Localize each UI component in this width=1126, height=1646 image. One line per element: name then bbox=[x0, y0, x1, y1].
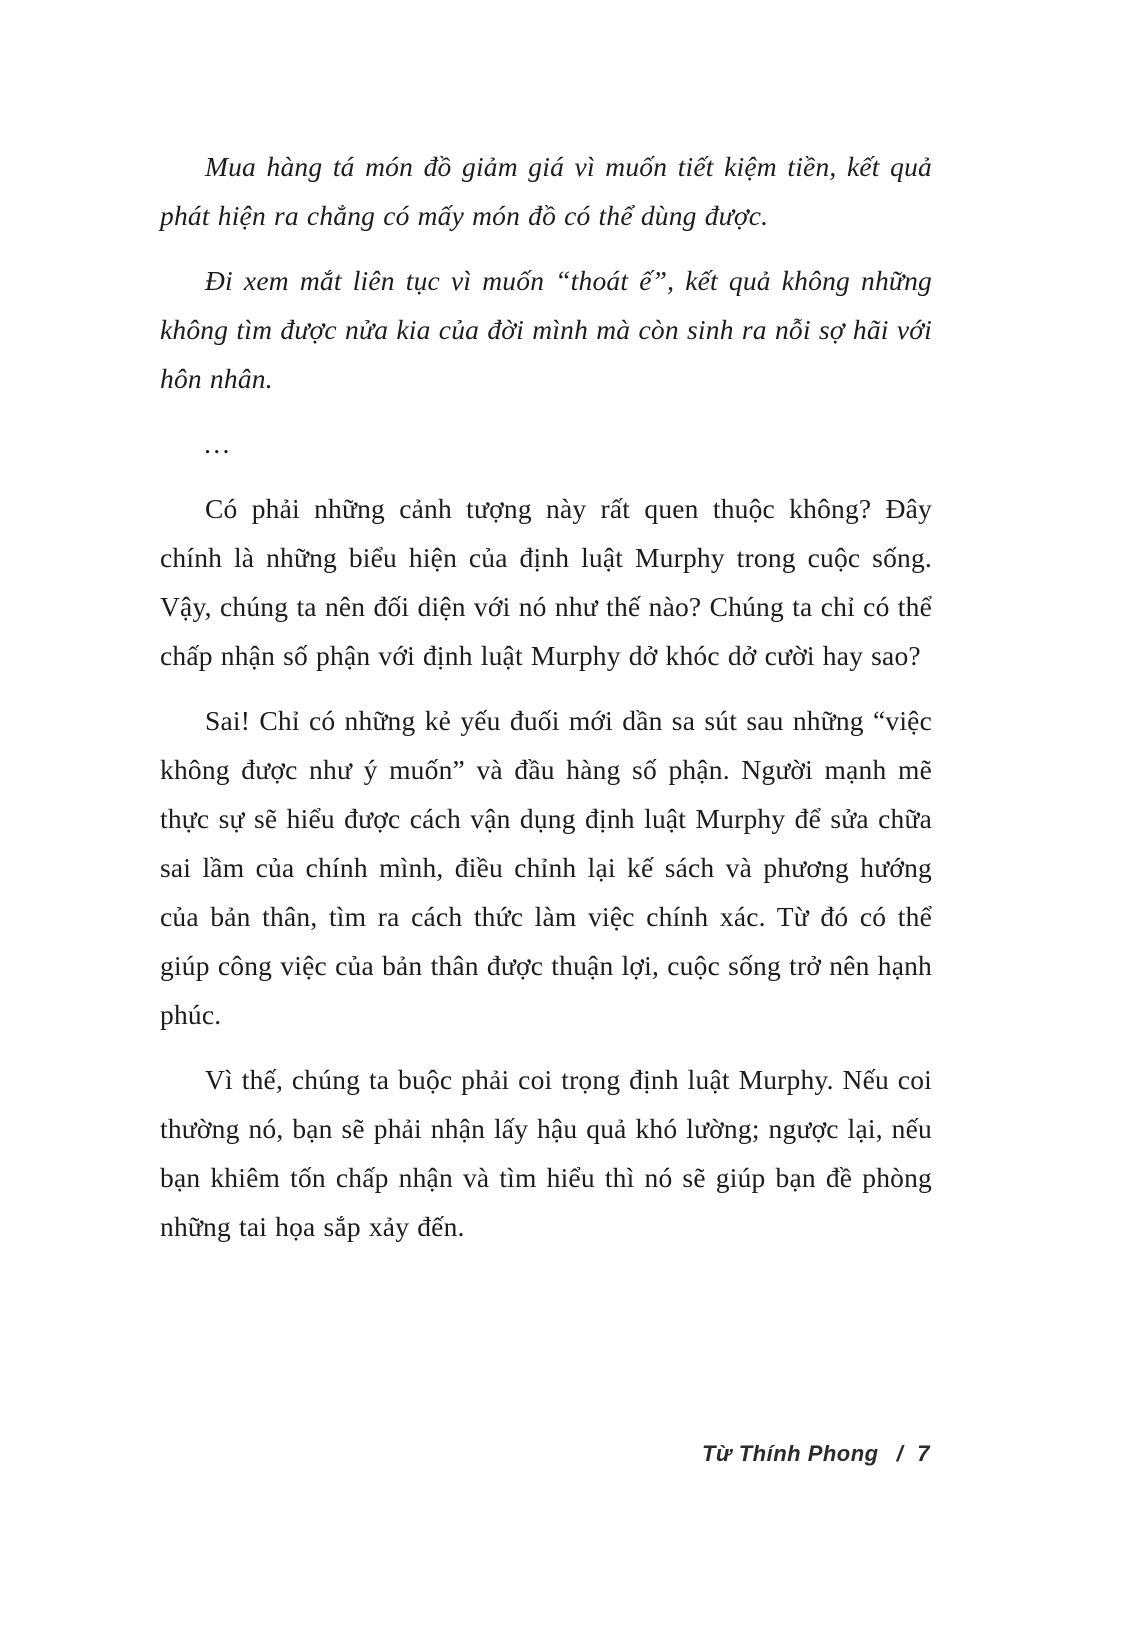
footer-separator: / bbox=[896, 1441, 904, 1466]
paragraph-body-1: Có phải những cảnh tượng này rất quen thuộc không? Đây chính là những biểu hiện của định luật Murphy trong cuộc sống. Vậy, chúng ta nên đối diện với nó như thế nào? Chúng ta chỉ có thể chấp nhận số phận với định luật Murphy dở khóc dở cười hay sao? bbox=[160, 493, 932, 671]
paragraph-body-3: Vì thế, chúng ta buộc phải coi trọng định luật Murphy. Nếu coi thường nó, bạn sẽ phải nhận lấy hậu quả khó lường; ngược lại, nếu bạn khiêm tốn chấp nhận và tìm hiểu thì nó sẽ giúp bạn đề phòng những tai họa sắp xảy đến. bbox=[160, 1064, 932, 1242]
page-footer bbox=[702, 1441, 930, 1467]
paragraph-quote-2: Đi xem mắt liên tục vì muốn “thoát ế”, kết quả không những không tìm được nửa kia của đời mình mà còn sinh ra nỗi sợ hãi với hôn nhân. bbox=[160, 265, 932, 394]
footer-page-number: 7 bbox=[917, 1441, 930, 1466]
footer-author-name: Từ Thính Phong bbox=[701, 1441, 879, 1466]
body-text-block bbox=[160, 142, 932, 1267]
paragraph-quote-1: Mua hàng tá món đồ giảm giá vì muốn tiết kiệm tiền, kết quả phát hiện ra chẳng có mấy món đồ có thể dùng được. bbox=[160, 151, 932, 231]
paragraph-body-2: Sai! Chỉ có những kẻ yếu đuối mới dần sa sút sau những “việc không được như ý muốn” và đầu hàng số phận. Người mạnh mẽ thực sự sẽ hiểu được cách vận dụng định luật Murphy để sửa chữa sai lầm của chính mình, điều chỉnh lại kế sách và phương hướng của bản thân, tìm ra cách thức làm việc chính xác. Từ đó có thể giúp công việc của bản thân được thuận lợi, cuộc sống trở nên hạnh phúc. bbox=[160, 705, 932, 1030]
paragraph-ellipsis: … bbox=[205, 428, 230, 459]
